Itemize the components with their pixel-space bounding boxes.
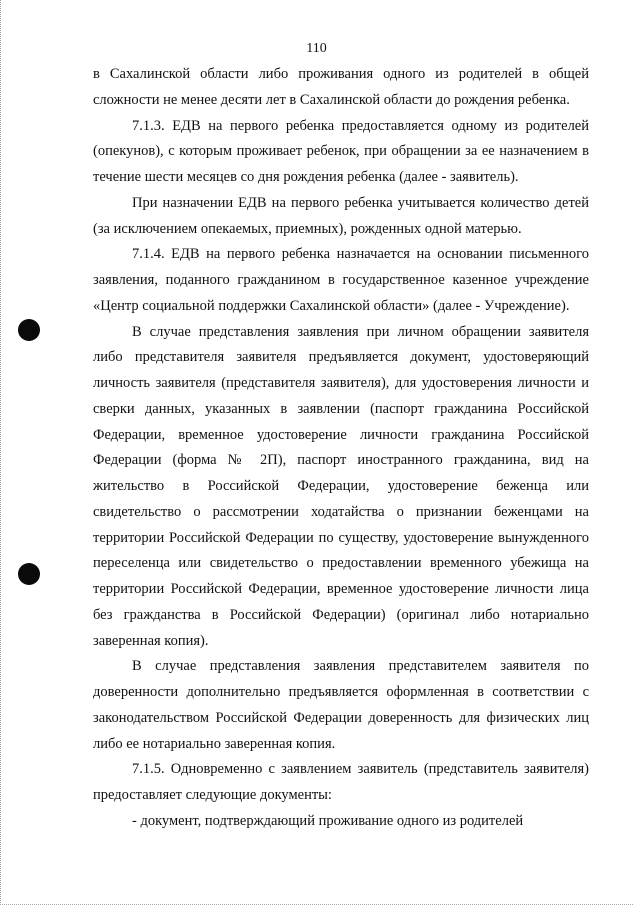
- paragraph-7-1-5: 7.1.5. Одновременно с заявлением заявитель (представитель заявителя) предоставляет следующие документы:: [93, 761, 589, 803]
- paragraph-continuation: в Сахалинской области либо проживания одного из родителей в общей сложности не менее десяти лет в Сахалинской области до рождения ребенка.: [93, 66, 589, 108]
- scan-edge-left: [0, 0, 4, 905]
- paragraph-representative: В случае представления заявления представителем заявителя по доверенности дополнительно предъявляется оформленная в соответствии с законодательством Российской Федерации доверенность для физических лиц либо ее нотариально заверенная копия.: [93, 658, 589, 752]
- document-body: [93, 62, 589, 835]
- page-number: 110: [306, 41, 327, 56]
- paragraph-list-item: - документ, подтверждающий проживание одного из родителей: [132, 812, 524, 829]
- paragraph-personal-application: В случае представления заявления при личном обращении заявителя либо представителя заявителя предъявляется документ, удостоверяющий личность заявителя (представителя заявителя), для удостоверения личности и сверки данных, указанных в заявлении (паспорт гражданина Российской Федерации, временное удостоверение личности гражданина Российской Федерации (форма № 2П), паспорт иностранного гражданина, вид на жительство в Российской Федерации, удостоверение беженца или свидетельство о рассмотрении ходатайства о признании беженцами на территории Российской Федерации по существу, удостоверение вынужденного переселенца или свидетельство о предоставлении временного убежища на территории Российской Федерации, временное удостоверение личности лица без гражданства в Российской Федерации) (оригинал либо нотариально заверенная копия).: [93, 323, 589, 649]
- paragraph-children-count: При назначении ЕДВ на первого ребенка учитывается количество детей (за исключением опекаемых, приемных), рожденных одной матерью.: [93, 194, 589, 237]
- punch-hole-bottom: [18, 563, 40, 585]
- paragraph-7-1-3: 7.1.3. ЕДВ на первого ребенка предоставляется одному из родителей (опекунов), с которым проживает ребенок, при обращении за ее назначением в течение шести месяцев со дня рождения ребенка (далее - заявитель).: [93, 117, 589, 185]
- punch-hole-top: [18, 319, 40, 341]
- paragraph-7-1-4: 7.1.4. ЕДВ на первого ребенка назначается на основании письменного заявления, поданного гражданином в государственное казенное учреждение «Центр социальной поддержки Сахалинской области» (далее - Учреждение).: [93, 246, 589, 314]
